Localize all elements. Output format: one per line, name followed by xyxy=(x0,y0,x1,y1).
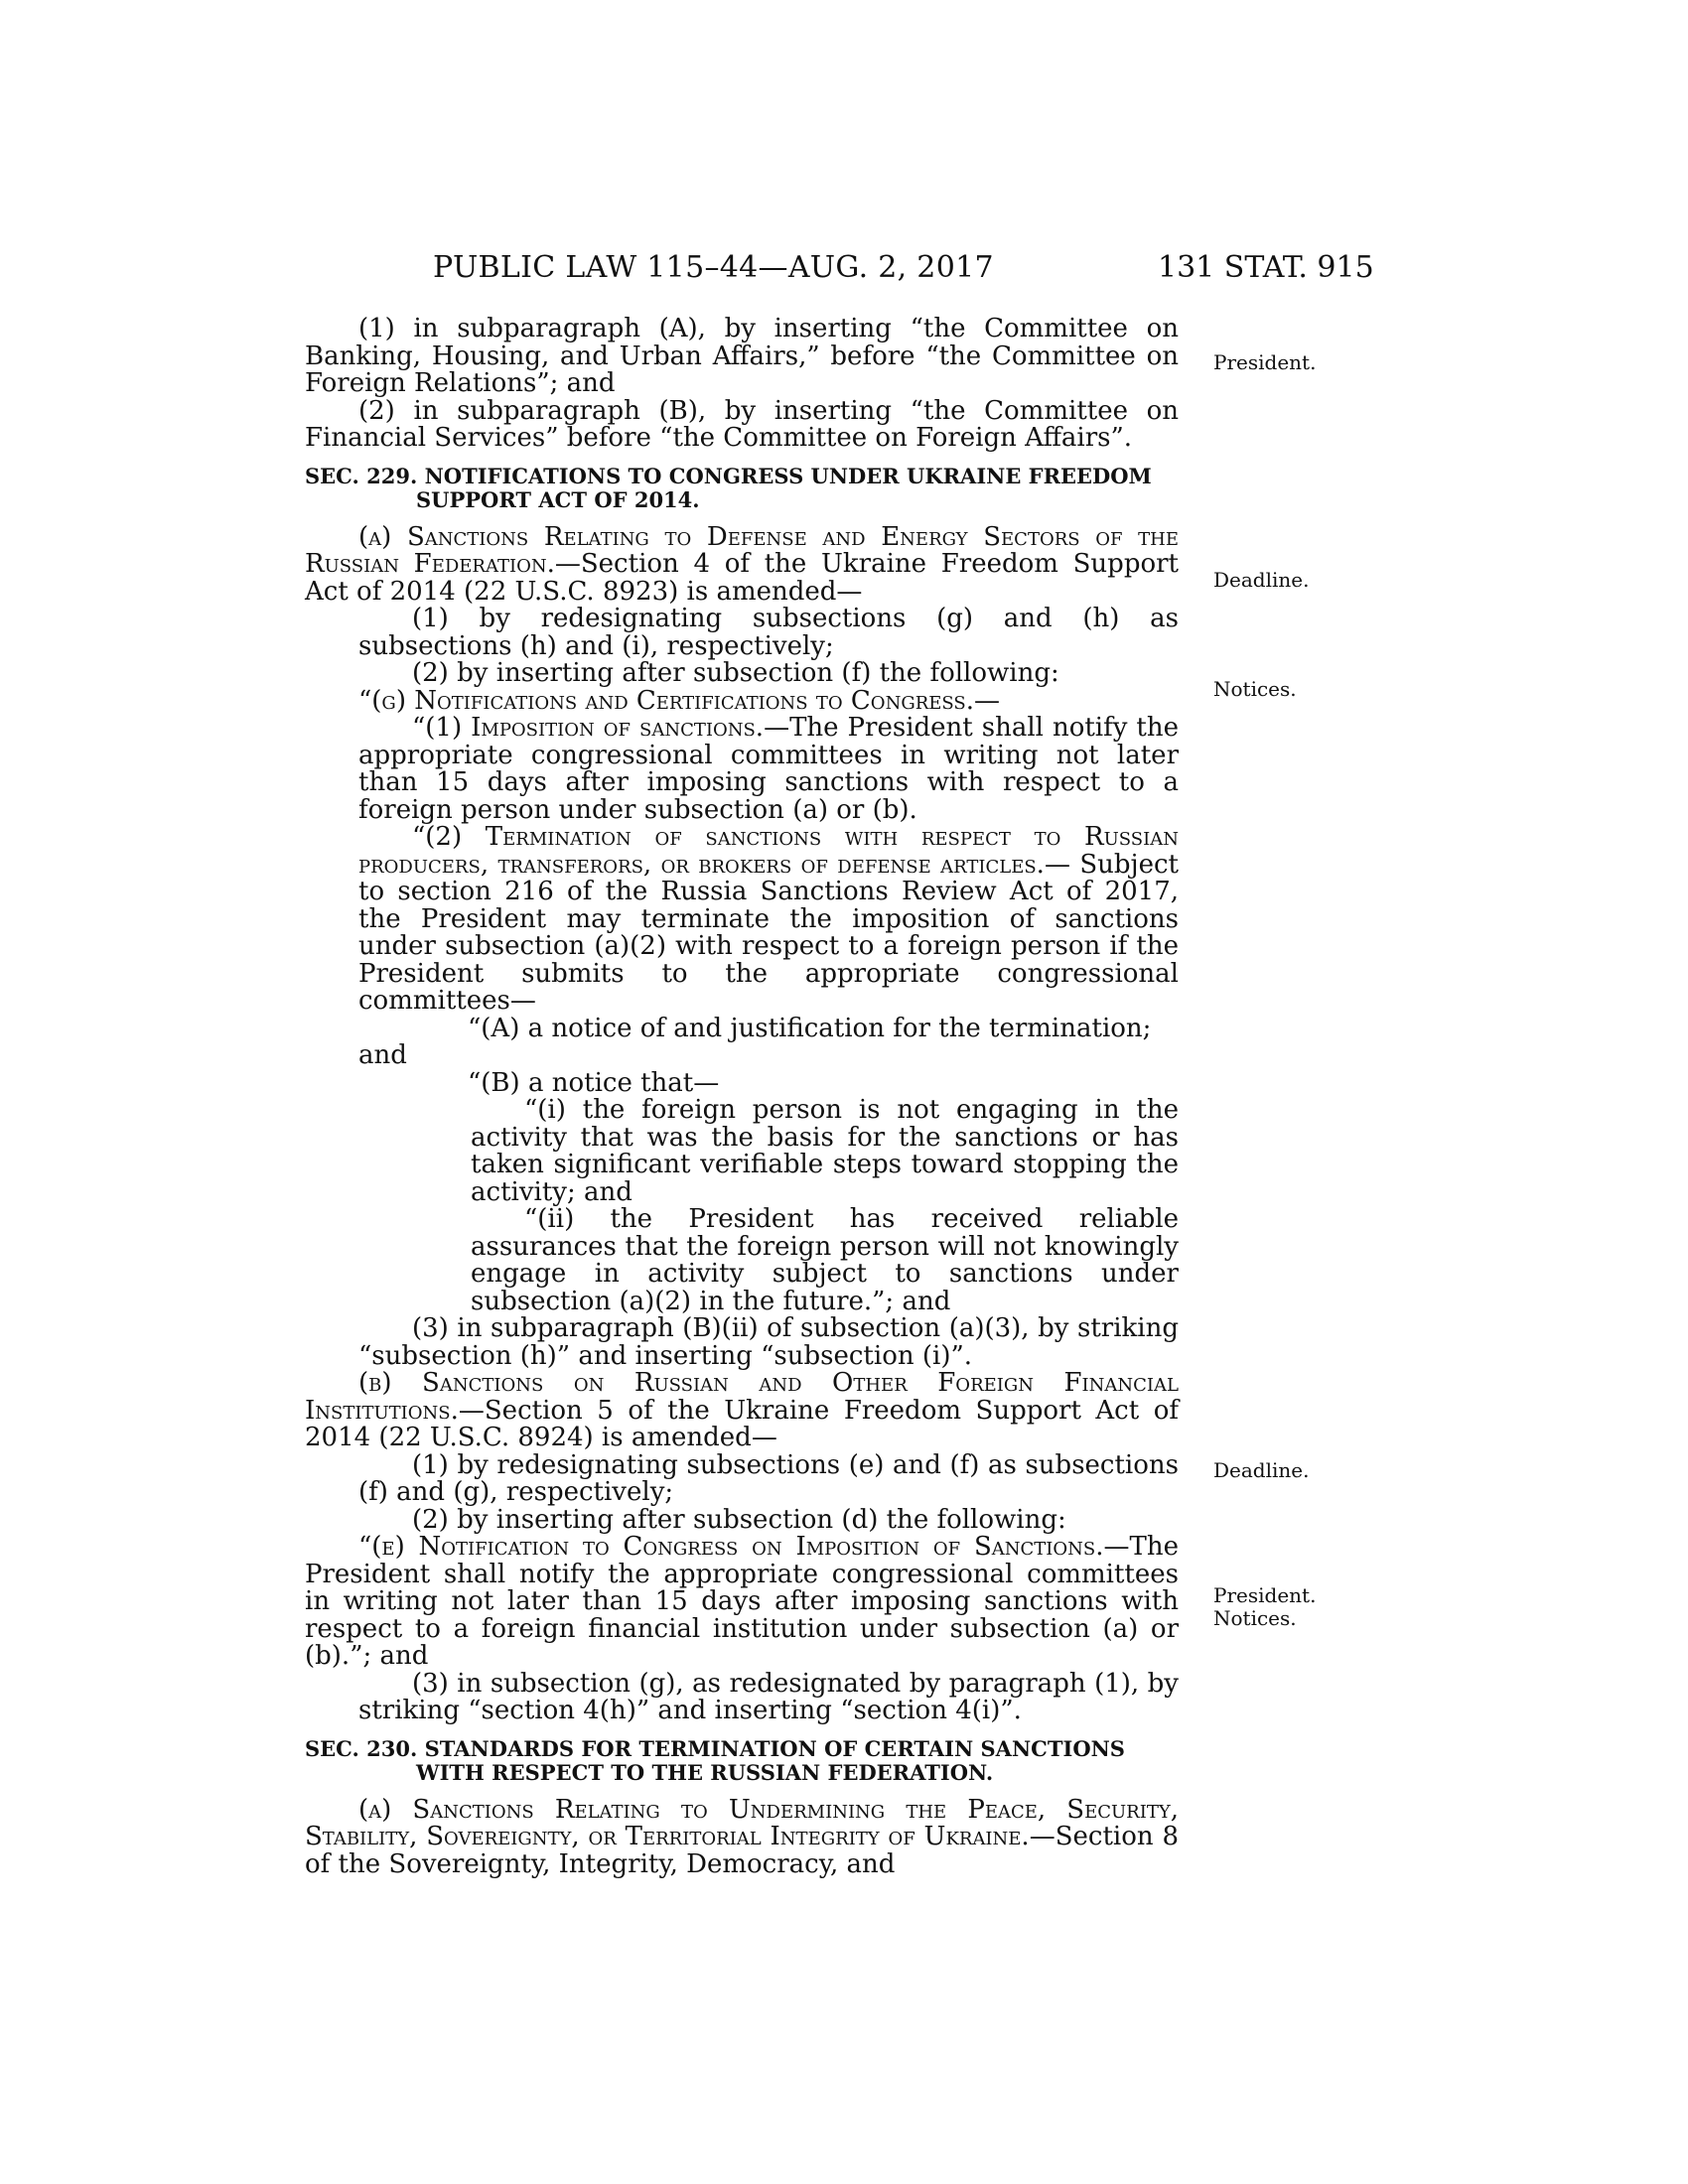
conjunction-and: and xyxy=(358,1040,407,1070)
subsection-230-a-heading: (a) Sanctions Relating to Undermining the Peace, Security, Stability, Sovereignty, or Territorial Integrity of Ukraine. xyxy=(305,1794,1179,1851)
quoted-subsection-e xyxy=(305,1534,1179,1671)
quoted-clause-ii: “(ii) the President has received reliable assurances that the foreign person will not knowingly engage in activity subject to sanctions under subsection (a)(2) in the future.”; and xyxy=(471,1204,1179,1316)
margin-note-deadline: Deadline. xyxy=(1213,568,1310,592)
subsection-b-text: —Section 5 of the Ukraine Freedom Support Act of 2014 (22 U.S.C. 8924) is amended— xyxy=(305,1395,1179,1452)
margin-note-notices: Notices. xyxy=(1213,677,1297,701)
margin-note-president: President. xyxy=(1213,350,1317,374)
subsection-230-a-text: —Section 8 of the Sovereignty, Integrity, Democracy, and xyxy=(305,1822,1179,1879)
paragraph: (3) in subparagraph (B)(ii) of subsection (a)(3), by striking “subsection (h)” and inserting “subsection (i)”. xyxy=(358,1313,1179,1371)
g1-heading: “(1) Imposition of sanctions. xyxy=(412,713,765,743)
g2-heading: “(2) Termination of sanctions with respect to Russian producers, transferors, or brokers of defense articles. xyxy=(358,822,1179,880)
subsection-230-a xyxy=(305,1794,1179,1879)
subsection-b xyxy=(305,1370,1179,1452)
subsection-b-heading: (b) Sanctions on Russian and Other Foreign Financial Institutions. xyxy=(305,1368,1179,1426)
paragraph: (2) in subparagraph (B), by inserting “the Committee on Financial Services” before “the Committee on Foreign Affairs”. xyxy=(305,395,1179,453)
quoted-paragraph-g1 xyxy=(305,715,1179,824)
law-text-body xyxy=(305,316,1179,1878)
margin-note-president: President. xyxy=(1213,1583,1317,1607)
subsection-a-text: —Section 4 of the Ukraine Freedom Support Act of 2014 (22 U.S.C. 8923) is amended— xyxy=(305,549,1179,607)
statute-page-number: 131 STAT. 915 xyxy=(1158,250,1374,285)
paragraph: (1) in subparagraph (A), by inserting “the Committee on Banking, Housing, and Urban Affairs,” before “the Committee on Foreign Relations”; and xyxy=(305,314,1179,398)
quoted-subparagraph-a: “(A) a notice of and justification for the termination; xyxy=(468,1013,1152,1043)
quoted-subsection-g xyxy=(305,685,1179,716)
subsection-a-heading: (a) Sanctions Relating to Defense and Energy Sectors of the Russian Federation. xyxy=(305,521,1179,579)
paragraph: (2) by inserting after subsection (f) the following: xyxy=(412,658,1059,688)
quoted-paragraph-g2 xyxy=(305,824,1179,1016)
paragraph: (1) by redesignating subsections (g) and (h) as subsections (h) and (i), respectively; xyxy=(358,604,1179,661)
section-229-heading: SEC. 229. NOTIFICATIONS TO CONGRESS UNDER UKRAINE FREEDOM SUPPORT ACT OF 2014. xyxy=(305,463,1152,512)
page-header-title: PUBLIC LAW 115–44—AUG. 2, 2017 xyxy=(433,250,994,285)
subsection-a xyxy=(305,521,1179,607)
quoted-clause-i: “(i) the foreign person is not engaging in the activity that was the basis for the sanctions or has taken significant verifiable steps toward stopping the activity; and xyxy=(471,1095,1179,1207)
paragraph: (1) by redesignating subsections (e) and (f) as subsections (f) and (g), respectively; xyxy=(358,1449,1179,1507)
paragraph: (2) by inserting after subsection (d) the following: xyxy=(412,1504,1066,1535)
g2-text: — Subject to section 216 of the Russia Sanctions Review Act of 2017, the President may terminate the imposition of sanctions under subsection (a)(2) with respect to a foreign person if the President submits to the appropriate congressional committees— xyxy=(358,849,1179,1016)
margin-note-deadline: Deadline. xyxy=(1213,1458,1310,1482)
subsection-g-dash: — xyxy=(974,685,1000,716)
subsection-e-text: —The President shall notify the appropriate congressional committees in writing not later than 15 days after imposing sanctions with respect to a foreign financial institution under subsection (a) or (b).”; and xyxy=(305,1532,1179,1671)
paragraph: (3) in subsection (g), as redesignated by paragraph (1), by striking “section 4(h)” and inserting “section 4(i)”. xyxy=(358,1668,1179,1725)
quoted-subparagraph-b: “(B) a notice that— xyxy=(468,1067,720,1098)
section-230-heading: SEC. 230. STANDARDS FOR TERMINATION OF CERTAIN SANCTIONS WITH RESPECT TO THE RUSSIAN FEDERATION. xyxy=(305,1735,1125,1785)
subsection-g-heading: “(g) Notifications and Certifications to Congress. xyxy=(358,685,974,716)
subsection-e-heading: “(e) Notification to Congress on Imposition of Sanctions. xyxy=(358,1532,1104,1562)
g1-text: —The President shall notify the appropriate congressional committees in writing not later than 15 days after imposing sanctions with respect to a foreign person under subsection (a) or (b). xyxy=(358,713,1180,825)
margin-note-notices: Notices. xyxy=(1213,1606,1297,1630)
